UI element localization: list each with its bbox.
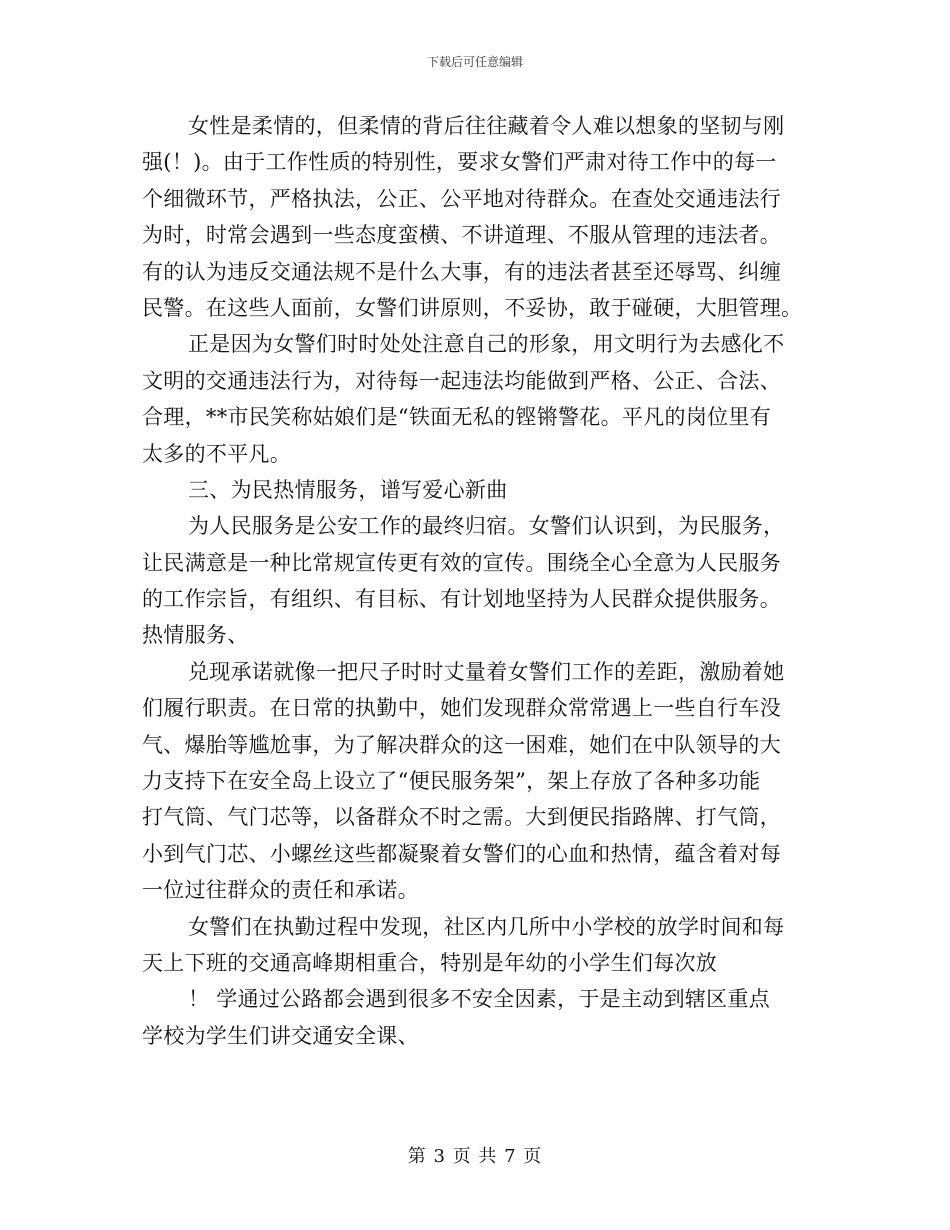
body-line: 让民满意是一种比常规宣传更有效的宣传。围绕全心全意为人民服务 <box>142 550 781 575</box>
document-body <box>142 108 822 1054</box>
body-line: 气、爆胎等尴尬事，为了解决群众的这一困难，她们在中队领导的大 <box>142 732 781 757</box>
body-line: 有的认为违反交通法规不是什么大事，有的违法者甚至还辱骂、纠缠 <box>142 259 781 284</box>
page-number-footer: 第 3 页 共 7 页 <box>407 1146 543 1167</box>
page-header: 下载后可任意编辑 <box>426 55 523 69</box>
body-line: 为时，时常会遇到一些态度蛮横、不讲道理、不服从管理的违法者。 <box>142 223 781 248</box>
body-line: 兑现承诺就像一把尺子时时丈量着女警们工作的差距，激励着她 <box>188 659 785 684</box>
body-line: 力支持下在安全岛上设立了“便民服务架”，架上存放了各种多功能 <box>142 769 761 794</box>
body-line: 个细微环节，严格执法，公正、公平地对待群众。在查处交通违法行 <box>142 186 781 211</box>
body-line: 合理，**市民笑称姑娘们是“铁面无私的铿锵警花。平凡的岗位里有 <box>142 405 772 430</box>
body-line: 的工作宗旨，有组织、有目标、有计划地坚持为人民群众提供服务。 <box>142 587 781 612</box>
body-line: 打气筒、气门芯等，以备群众不时之需。大到便民指路牌、打气筒， <box>142 805 781 830</box>
body-line: 学校为学生们讲交通安全课、 <box>142 1023 419 1048</box>
body-line: 们履行职责。在日常的执勤中，她们发现群众常常遇上一些自行车没 <box>142 696 781 721</box>
body-line: 小到气门芯、小螺丝这些都凝聚着女警们的心血和热情，蕴含着对每 <box>142 841 781 866</box>
body-line: 女性是柔情的，但柔情的背后往往藏着令人难以想象的坚韧与刚 <box>188 114 785 138</box>
body-line: 民警。在这些人面前，女警们讲原则，不妥协，敢于碰硬，大胆管理。 <box>142 295 803 320</box>
section-heading: 三、为民热情服务，谱写爱心新曲 <box>188 477 508 502</box>
body-line: 正是因为女警们时时处处注意自己的形象，用文明行为去感化不 <box>188 332 785 357</box>
body-line: 女警们在执勤过程中发现，社区内几所中小学校的放学时间和每 <box>188 914 785 939</box>
body-line: 热情服务、 <box>142 623 249 648</box>
body-line: 太多的不平凡。 <box>142 441 292 466</box>
body-line: 为人民服务是公安工作的最终归宿。女警们认识到，为民服务， <box>188 514 785 539</box>
body-line: ！ 学通过公路都会遇到很多不安全因素，于是主动到辖区重点 <box>188 987 771 1012</box>
body-line: 强(！)。由于工作性质的特别性，要求女警们严肃对待工作中的每一 <box>142 150 777 175</box>
body-line: 文明的交通违法行为，对待每一起违法均能做到严格、公正、合法、 <box>142 368 781 393</box>
body-line: 天上下班的交通高峰期相重合，特别是年幼的小学生们每次放 <box>142 950 718 975</box>
body-line: 一位过往群众的责任和承诺。 <box>142 878 419 903</box>
